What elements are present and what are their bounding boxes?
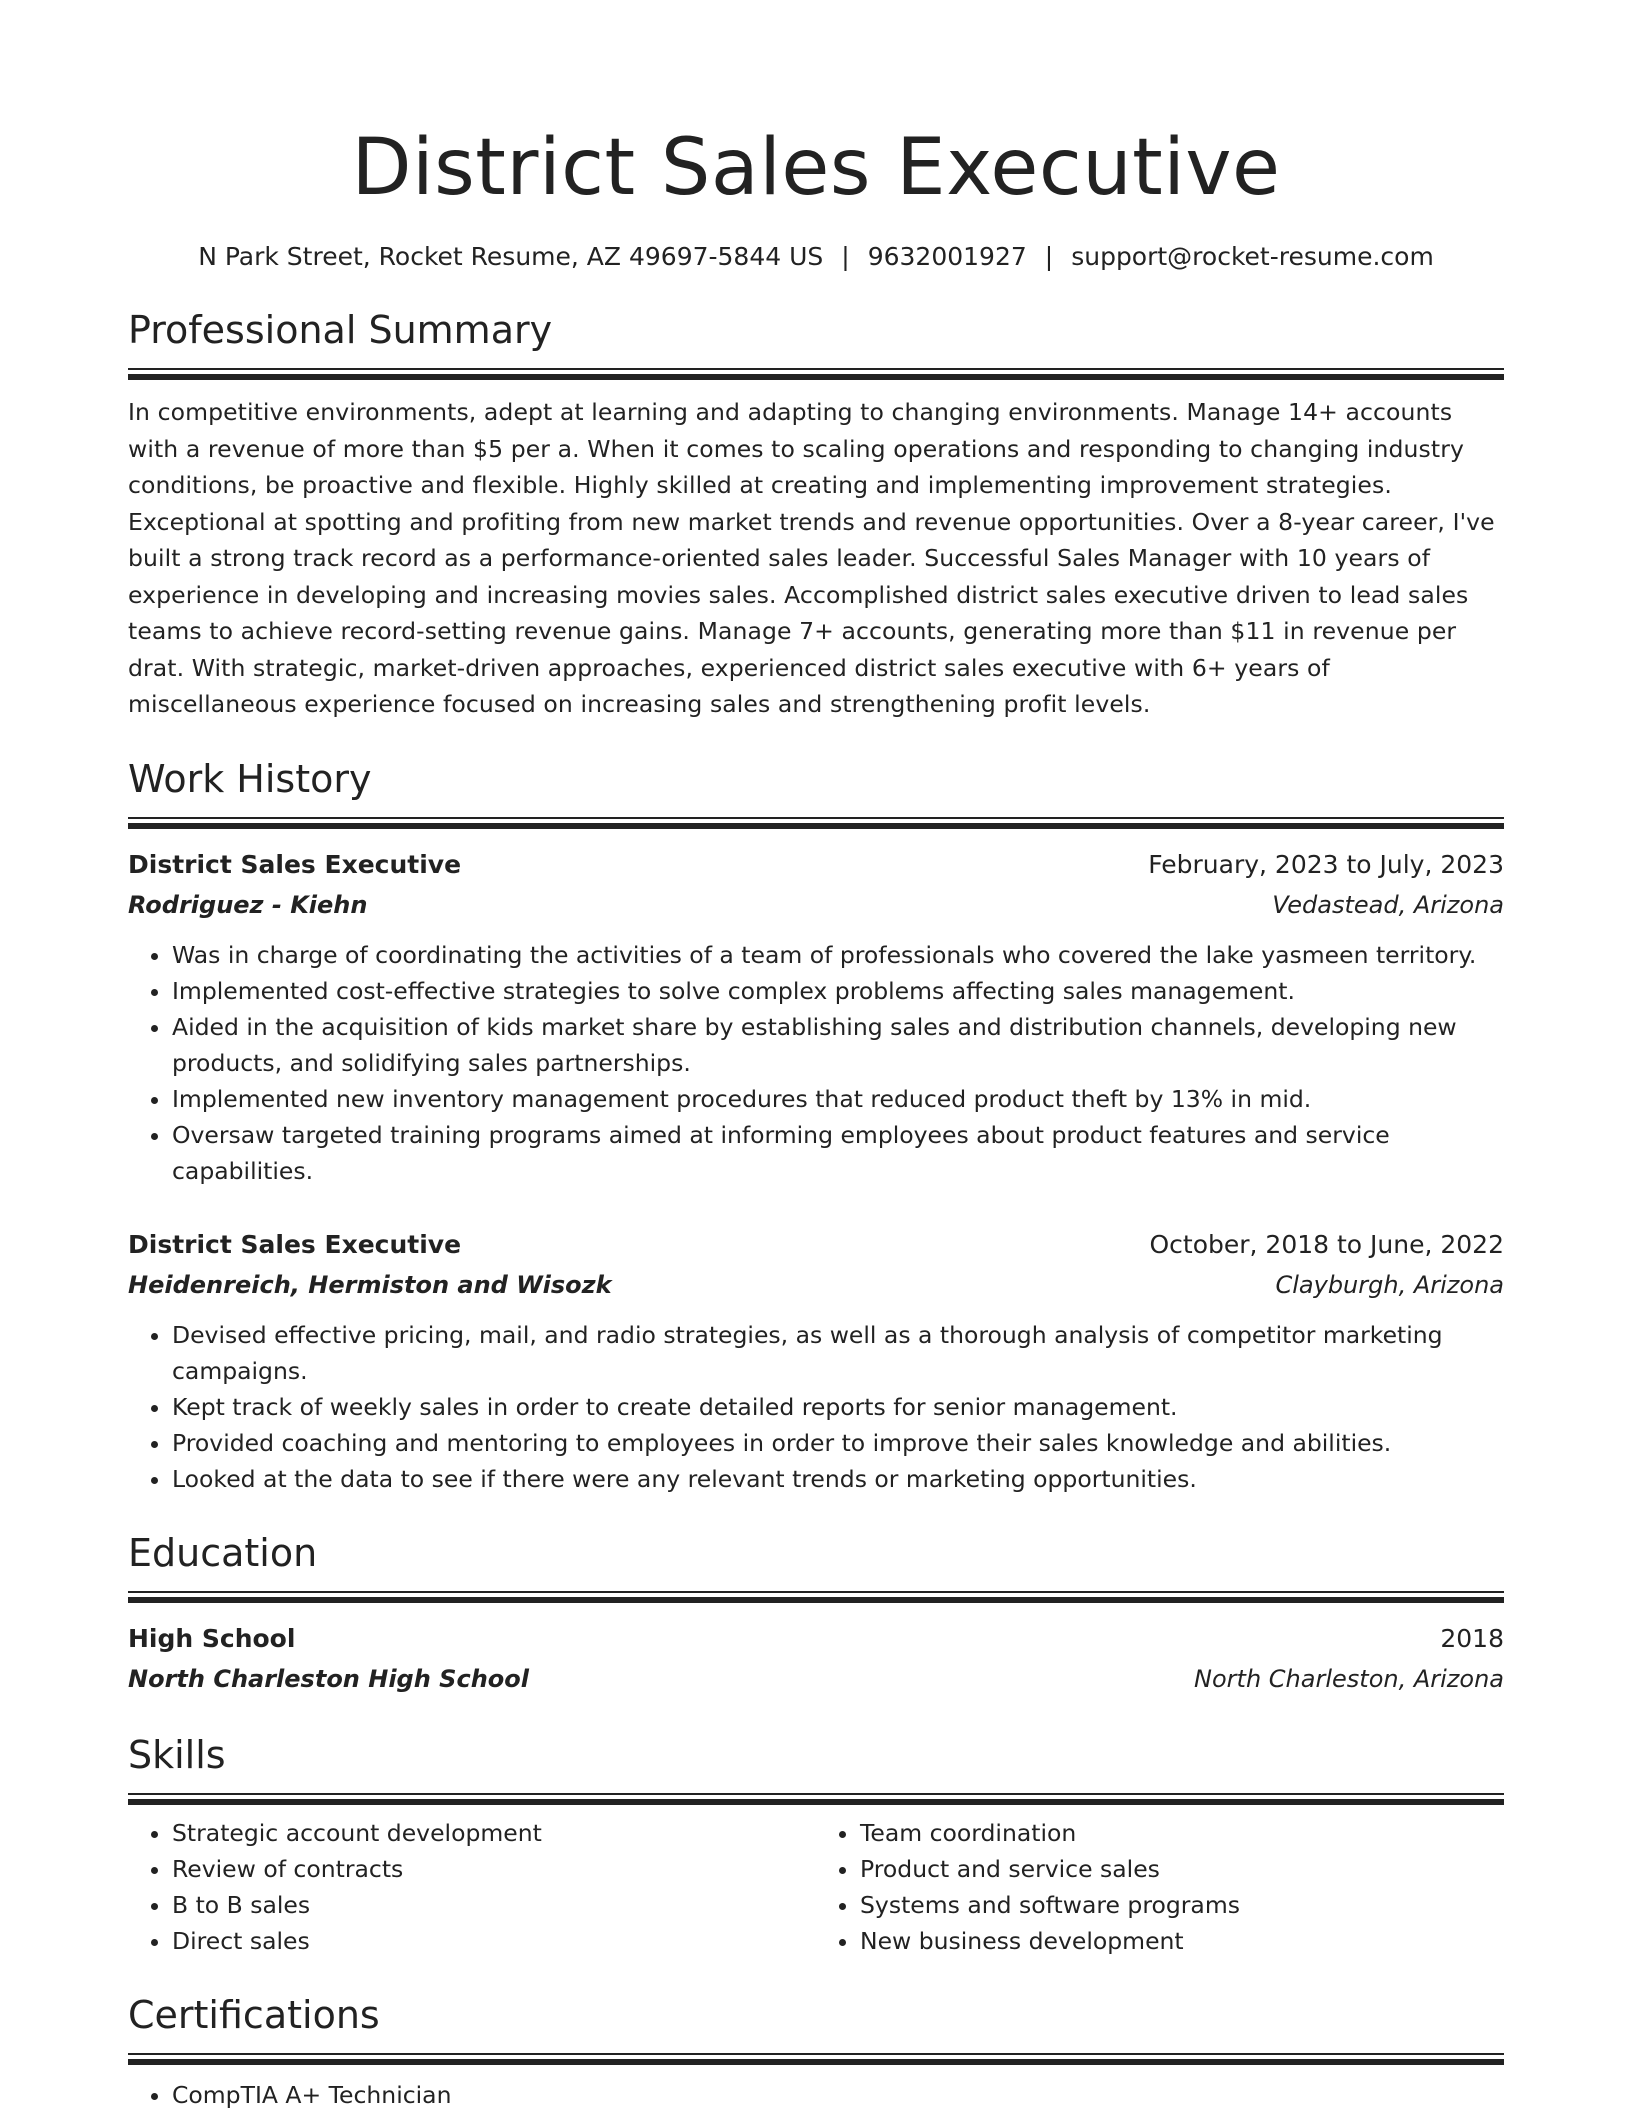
education-subheader (128, 1659, 1504, 1699)
education-degree: High School (128, 1623, 296, 1653)
section-title: Professional Summary (128, 308, 553, 352)
summary-section (128, 304, 1504, 723)
contact-phone: 9632001927 (867, 242, 1027, 271)
list-item: • Systems and software programs (860, 1887, 1504, 1923)
section-title: Education (128, 1530, 318, 1575)
list-item: • Devised effective pricing, mail, and radio strategies, as well as a thorough analysis of competitor marketing campaigns. (172, 1317, 1504, 1389)
job-location: Clayburgh, Arizona (1275, 1270, 1504, 1299)
list-item: • Direct sales (172, 1923, 816, 1959)
job-entry (128, 845, 1504, 1189)
list-item: • Product and service sales (860, 1851, 1504, 1887)
job-company: Heidenreich, Hermiston and Wisozk (128, 1270, 612, 1299)
contact-address: N Park Street, Rocket Resume, AZ 49697-5844 US (198, 242, 824, 271)
list-item: • B to B sales (172, 1887, 816, 1923)
job-header (128, 1225, 1504, 1265)
section-divider (128, 1591, 1504, 1603)
job-dates: February, 2023 to July, 2023 (1148, 849, 1504, 879)
list-item: • CompTIA A+ Technician (172, 2077, 1504, 2113)
education-header (128, 1619, 1504, 1659)
skills-column-right (816, 1815, 1504, 1959)
job-location: Vedastead, Arizona (1272, 890, 1504, 919)
list-item: • Review of contracts (172, 1851, 816, 1887)
job-bullets (128, 937, 1504, 1189)
contact-separator: | (1044, 242, 1054, 271)
section-divider (128, 2053, 1504, 2065)
job-company: Rodriguez - Kiehn (128, 890, 368, 919)
list-item: • New business development (860, 1923, 1504, 1959)
job-header (128, 845, 1504, 885)
education-school: North Charleston High School (128, 1664, 529, 1693)
list-item: • Implemented cost-effective strategies to solve complex problems affecting sales management. (172, 973, 1504, 1009)
list-item: • Oversaw targeted training programs aimed at informing employees about product features and service capabilities. (172, 1117, 1504, 1189)
list-item: • Was in charge of coordinating the activities of a team of professionals who covered the lake yasmeen territory. (172, 937, 1504, 973)
list-item: • Strategic account development (172, 1815, 816, 1851)
job-subheader (128, 885, 1504, 925)
job-subheader (128, 1265, 1504, 1305)
job-bullets (128, 1317, 1504, 1497)
list-item: • Aided in the acquisition of kids market share by establishing sales and distribution channels, developing new products, and solidifying sales partnerships. (172, 1009, 1504, 1081)
education-year: 2018 (1440, 1623, 1504, 1653)
contact-line (128, 240, 1504, 274)
section-title: Work History (128, 756, 372, 801)
section-title: Certifications (128, 1992, 380, 2037)
certifications-list (128, 2077, 1504, 2113)
work-history-section (128, 753, 1504, 1497)
section-divider (128, 817, 1504, 829)
list-item: • Kept track of weekly sales in order to create detailed reports for senior management. (172, 1389, 1504, 1425)
skills-section (128, 1729, 1504, 1959)
list-item: • Team coordination (860, 1815, 1504, 1851)
resume-name: District Sales Executive (351, 123, 1281, 213)
education-location: North Charleston, Arizona (1194, 1664, 1504, 1693)
skills-column-left (128, 1815, 816, 1959)
job-title: District Sales Executive (128, 1229, 462, 1259)
education-entry (128, 1619, 1504, 1699)
job-dates: October, 2018 to June, 2022 (1149, 1229, 1504, 1259)
contact-email: support@rocket-resume.com (1071, 242, 1434, 271)
job-title: District Sales Executive (128, 849, 462, 879)
list-item: • Provided coaching and mentoring to employees in order to improve their sales knowledge and abilities. (172, 1425, 1504, 1461)
section-divider (128, 1793, 1504, 1805)
section-divider (128, 368, 1504, 380)
contact-separator: | (841, 242, 850, 271)
certifications-section (128, 1989, 1504, 2113)
skills-grid (128, 1815, 1504, 1959)
list-item: • Looked at the data to see if there were any relevant trends or marketing opportunities. (172, 1461, 1504, 1497)
education-section (128, 1527, 1504, 1699)
section-title: Skills (128, 1732, 226, 1777)
summary-text: In competitive environments, adept at learning and adapting to changing environments. Manage 14+ accounts with a revenue of more than $5 per a. When it comes to scaling operations and responding to changing industry conditions, be proactive and flexible. Highly skilled at creating and implementing improvement strategies. Exceptional at spotting and profiting from new market trends and revenue opportunities. Over a 8-year career, I've built a strong track record as a performance-oriented sales leader. Successful Sales Manager with 10 years of experience in developing and increasing movies sales. Accomplished district sales executive driven to lead sales teams to achieve record-setting revenue gains. Manage 7+ accounts, generating more than $11 in revenue per drat. With strategic, market-driven approaches, experienced district sales executive with 6+ years of miscellaneous experience focused on increasing sales and strengthening profit levels. (128, 398, 1495, 718)
list-item: • Implemented new inventory management procedures that reduced product theft by 13% in mid. (172, 1081, 1504, 1117)
job-entry (128, 1225, 1504, 1497)
